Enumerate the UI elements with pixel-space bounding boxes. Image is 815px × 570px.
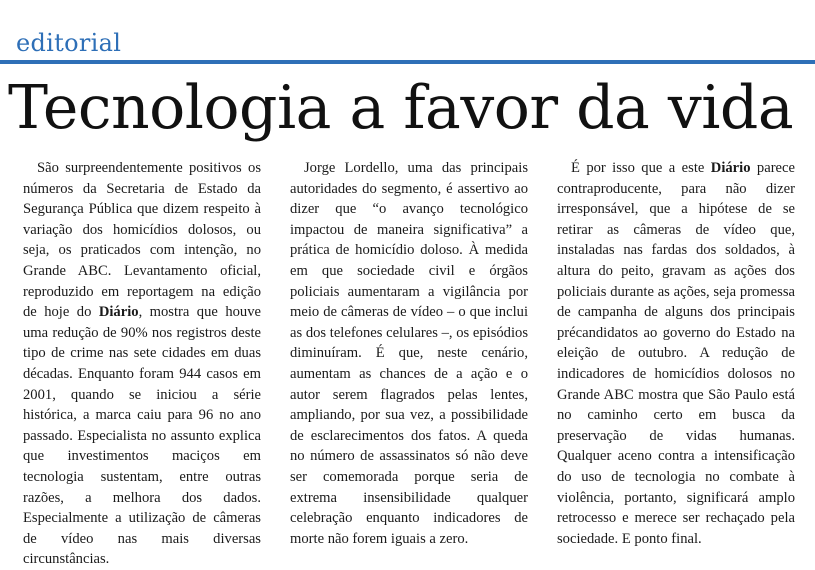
paragraph-3 <box>557 158 795 549</box>
headline: Tecnologia a favor da vida <box>8 73 794 143</box>
newspaper-name: Diário <box>98 304 139 321</box>
article-columns <box>23 158 795 570</box>
section-label: editorial <box>16 29 122 57</box>
newspaper-name: Diário <box>710 160 751 176</box>
section-rule <box>0 60 815 64</box>
text-run: São surpreendentemente positivos os números da Secretaria de Estado da Segurança Pública que dizem respeito à variação dos homicídios dolosos, ou seja, os praticados com intenção, no Grande ABC. Levantamento oficial, reproduzido em reportagem na edição de hoje do <box>23 160 261 321</box>
text-run: É por isso que a este <box>571 160 711 176</box>
article-column-2 <box>290 158 528 570</box>
paragraph-2 <box>290 158 528 549</box>
text-run: parece contraproducente, para não dizer irresponsável, que a hipótese de se retirar as câmeras de vídeo que, instaladas nas fardas dos soldados, à altura do peito, gravam as ações dos policiais durante as ações, seja promessa de campanha de alguns dos principais précandidatos ao governo do Estado na eleição de outubro. A redução de indicadores de homicídios dolosos no Grande ABC mostra que São Paulo está no caminho certo em busca da preservação de vidas humanas. Qualquer aceno contra a intensificação do uso de tecnologia no combate à violência, portanto, significará amplo retrocesso e merece ser rechaçado pela sociedade. E ponto final. <box>557 160 795 547</box>
article-column-1 <box>23 158 261 570</box>
paragraph-1 <box>23 158 261 570</box>
text-run: Jorge Lordello, uma das principais autoridades do segmento, é assertivo ao dizer que “o avanço tecnológico impactou de maneira significativa” a prática de homicídio doloso. À medida em que sociedade civil e órgãos policiais aumentaram a vigilância por meio de câmeras de vídeo – o que inclui as dos telefones celulares –, os episódios diminuíram. É que, neste cenário, aumentam as chances de a ação e o autor serem flagrados pelas lentes, ampliando, por sua vez, a possibilidade de esclarecimentos dos fatos. A queda no número de assassinatos só não deve ser comemorada porque seria de extrema insensibilidade qualquer celebração enquanto indicadores de morte não forem iguais a zero. <box>290 160 528 547</box>
article-column-3 <box>557 158 795 570</box>
text-run: , mostra que houve uma redução de 90% nos registros deste tipo de crime nas sete cidades em duas décadas. Enquanto foram 944 casos em 2001, quando se iniciou a série histórica, a marca caiu para 96 no ano passado. Especialista no assunto explica que investimentos maciços em tecnologia sustentam, entre outras razões, a melhora dos dados. Especialmente a utilização de câmeras de vídeo nas mais diversas circunstâncias. <box>23 304 261 568</box>
